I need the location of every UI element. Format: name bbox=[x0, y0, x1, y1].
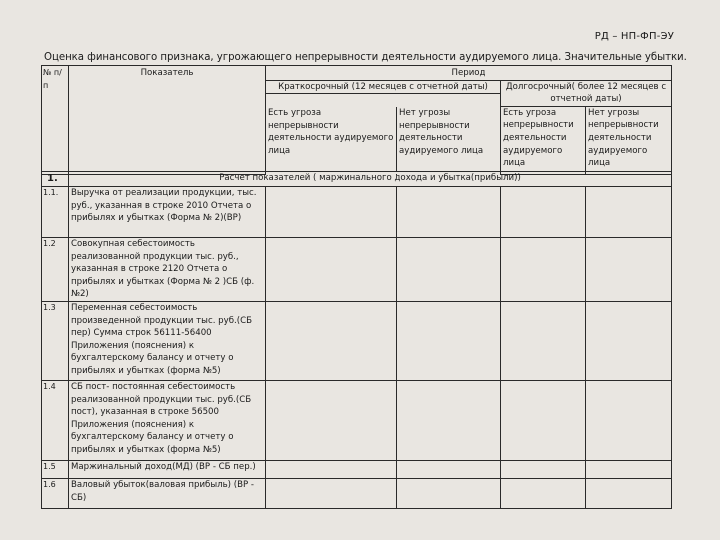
value-cell[interactable] bbox=[501, 302, 586, 381]
header-threat-no-long: Нет угрозы непрерывности деятельности аудируемого лица bbox=[586, 106, 672, 174]
row-indicator: Выручка от реализации продукции, тыс. руб., указанная в строке 2010 Отчета о прибылях и убытках (Форма № 2)(ВР) bbox=[69, 187, 266, 238]
value-cell[interactable] bbox=[266, 238, 397, 302]
row-number: 1.4 bbox=[42, 381, 69, 461]
value-cell[interactable] bbox=[586, 479, 672, 509]
table-row bbox=[42, 187, 672, 238]
header-long-term: Долгосрочный( более 12 месяцев с отчетной даты) bbox=[501, 80, 672, 106]
value-cell[interactable] bbox=[501, 479, 586, 509]
data-table bbox=[41, 171, 672, 509]
header-threat-yes-short: Есть угроза непрерывности деятельности аудируемого лица bbox=[266, 107, 397, 171]
value-cell[interactable] bbox=[586, 302, 672, 381]
row-number: 1.6 bbox=[42, 479, 69, 509]
table-row bbox=[42, 238, 672, 302]
header-threat-no-short: Нет угрозы непрерывности деятельности аудируемого лица bbox=[397, 107, 501, 171]
value-cell[interactable] bbox=[586, 461, 672, 479]
value-cell[interactable] bbox=[501, 187, 586, 238]
table-row bbox=[42, 381, 672, 461]
row-indicator: Переменная себестоимость произведенной продукции тыс. руб.(СБ пер) Сумма строк 56111-56400 Приложения (пояснения) к бухгалтерскому балансу и отчету о прибылях и убытках (форма №5) bbox=[69, 302, 266, 381]
value-cell[interactable] bbox=[586, 187, 672, 238]
value-cell[interactable] bbox=[586, 381, 672, 461]
threat-subheader bbox=[41, 107, 672, 171]
value-cell[interactable] bbox=[266, 461, 397, 479]
row-indicator: Маржинальный доход(МД) (ВР - СБ пер.) bbox=[69, 461, 266, 479]
section-number: 1. bbox=[42, 172, 69, 187]
row-number: 1.3 bbox=[42, 302, 69, 381]
value-cell[interactable] bbox=[397, 461, 501, 479]
value-cell[interactable] bbox=[397, 238, 501, 302]
value-cell[interactable] bbox=[266, 479, 397, 509]
value-cell[interactable] bbox=[501, 381, 586, 461]
header-short-term: Краткосрочный (12 месяцев с отчетной даты) bbox=[266, 80, 501, 94]
row-indicator: СБ пост- постоянная себестоимость реализованной продукции тыс. руб.(СБ пост), указанная в строке 56500 Приложения (пояснения) к бухгалтерскому балансу и отчету о прибылях и убытках (форма №5) bbox=[69, 381, 266, 461]
row-number: 1.2 bbox=[42, 238, 69, 302]
value-cell[interactable] bbox=[266, 302, 397, 381]
row-indicator: Валовый убыток(валовая прибыль) (ВР - СБ) bbox=[69, 479, 266, 509]
value-cell[interactable] bbox=[586, 238, 672, 302]
row-indicator: Совокупная себестоимость реализованной продукции тыс. руб., указанная в строке 2120 Отчета о прибылях и убытках (Форма № 2 )СБ (ф. №2) bbox=[69, 238, 266, 302]
value-cell[interactable] bbox=[266, 187, 397, 238]
header-threat-yes-long: Есть угроза непрерывности деятельности аудируемого лица bbox=[501, 106, 586, 174]
table-row bbox=[42, 479, 672, 509]
document-code: РД – НП-ФП-ЭУ bbox=[594, 31, 674, 42]
value-cell[interactable] bbox=[266, 381, 397, 461]
header-number: № п/п bbox=[42, 66, 69, 175]
value-cell[interactable] bbox=[397, 381, 501, 461]
table-row bbox=[42, 302, 672, 381]
header-indicator: Показатель bbox=[69, 66, 266, 175]
header-period: Период bbox=[266, 66, 672, 81]
value-cell[interactable] bbox=[397, 302, 501, 381]
value-cell[interactable] bbox=[501, 461, 586, 479]
section-title: Расчет показателей ( маржинального дохода и убытка(прибыли)) bbox=[69, 172, 672, 187]
value-cell[interactable] bbox=[397, 479, 501, 509]
table-row bbox=[42, 461, 672, 479]
row-number: 1.5 bbox=[42, 461, 69, 479]
document-title: Оценка финансового признака, угрожающего непрерывности деятельности аудируемого лица. Значительные убытки. bbox=[44, 52, 687, 63]
value-cell[interactable] bbox=[397, 187, 501, 238]
value-cell[interactable] bbox=[501, 238, 586, 302]
row-number: 1.1. bbox=[42, 187, 69, 238]
